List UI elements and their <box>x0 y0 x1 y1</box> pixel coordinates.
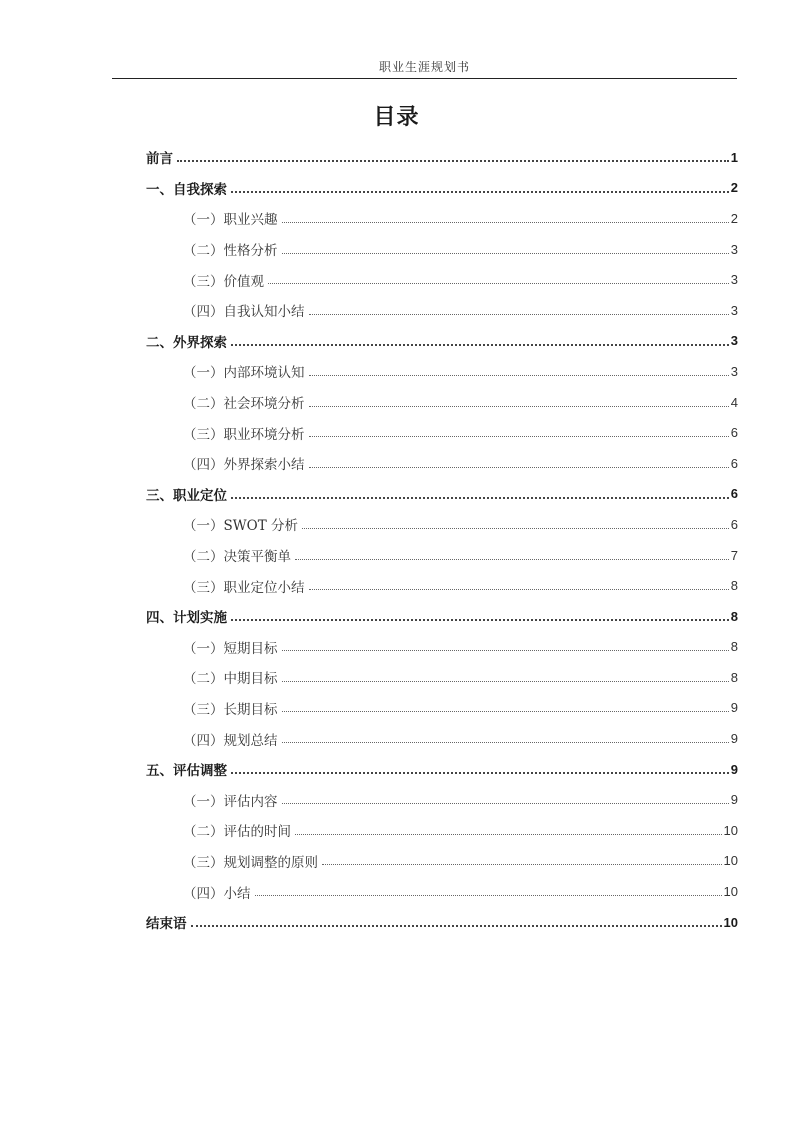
toc-section-entry[interactable] <box>146 723 738 754</box>
dot-leader <box>282 742 729 743</box>
toc-section-entry[interactable] <box>146 876 738 907</box>
toc-entry-label: （四）小结 <box>183 885 251 902</box>
toc-entry-page-number: 9 <box>730 731 738 747</box>
toc-section-entry[interactable] <box>146 540 738 571</box>
dot-leader <box>309 375 729 376</box>
toc-section-entry[interactable] <box>146 417 738 448</box>
toc-section-entry[interactable] <box>146 784 738 815</box>
page-header: 职业生涯规划书 <box>378 60 470 74</box>
toc-entry-page-number: 3 <box>730 333 738 349</box>
toc-entry-page-number: 2 <box>730 180 738 196</box>
toc-entry-page-number: 6 <box>730 425 738 441</box>
toc-section-entry[interactable] <box>146 570 738 601</box>
toc-entry-page-number: 3 <box>730 272 738 288</box>
dot-leader <box>295 834 722 835</box>
toc-section-entry[interactable] <box>146 509 738 540</box>
toc-entry-page-number: 9 <box>730 792 738 808</box>
toc-chapter-entry[interactable] <box>146 907 738 938</box>
toc-entry-page-number: 3 <box>730 241 738 257</box>
table-of-contents <box>146 142 738 937</box>
toc-entry-label: （四）规划总结 <box>183 732 278 749</box>
toc-entry-label: 二、外界探索 <box>146 334 227 351</box>
toc-entry-page-number: 2 <box>730 210 738 226</box>
dot-leader <box>295 559 729 560</box>
dot-leader <box>309 467 729 468</box>
toc-section-entry[interactable] <box>146 632 738 663</box>
dot-leader <box>309 314 729 315</box>
toc-entry-label: 三、职业定位 <box>146 487 227 504</box>
toc-entry-label: 四、计划实施 <box>146 610 227 627</box>
dot-leader <box>302 528 729 529</box>
toc-entry-page-number: 10 <box>723 822 738 838</box>
dot-leader <box>282 711 729 712</box>
toc-section-entry[interactable] <box>146 662 738 693</box>
dot-leader <box>191 925 722 927</box>
dot-leader <box>309 406 729 407</box>
toc-section-entry[interactable] <box>146 234 738 265</box>
toc-section-entry[interactable] <box>146 846 738 877</box>
toc-entry-label: （三）长期目标 <box>183 701 278 718</box>
dot-leader <box>282 253 729 254</box>
toc-entry-label: （一）短期目标 <box>183 640 278 657</box>
toc-entry-page-number: 10 <box>723 914 738 930</box>
toc-section-entry[interactable] <box>146 295 738 326</box>
toc-chapter-entry[interactable] <box>146 142 738 173</box>
toc-entry-label: （三）职业环境分析 <box>183 426 305 443</box>
toc-entry-label: （二）中期目标 <box>183 671 278 688</box>
dot-leader <box>231 344 729 346</box>
toc-entry-page-number: 8 <box>730 639 738 655</box>
dot-leader <box>309 589 729 590</box>
dot-leader <box>177 160 729 162</box>
dot-leader <box>322 864 722 865</box>
dot-leader <box>231 772 729 774</box>
toc-entry-page-number: 8 <box>730 608 738 624</box>
toc-entry-label: （二）评估的时间 <box>183 824 291 841</box>
toc-entry-label: （三）规划调整的原则 <box>183 854 318 871</box>
toc-section-entry[interactable] <box>146 203 738 234</box>
toc-chapter-entry[interactable] <box>146 173 738 204</box>
toc-entry-page-number: 8 <box>730 669 738 685</box>
toc-chapter-entry[interactable] <box>146 601 738 632</box>
toc-entry-label: 结束语 <box>146 916 187 933</box>
toc-entry-label: （二）性格分析 <box>183 243 278 260</box>
toc-entry-label: （三）职业定位小结 <box>183 579 305 596</box>
dot-leader <box>255 895 722 896</box>
toc-entry-page-number: 6 <box>730 486 738 502</box>
toc-entry-page-number: 9 <box>730 761 738 777</box>
toc-entry-label: 一、自我探索 <box>146 181 227 198</box>
toc-section-entry[interactable] <box>146 264 738 295</box>
dot-leader <box>282 803 729 804</box>
toc-entry-page-number: 1 <box>730 149 738 165</box>
toc-entry-page-number: 10 <box>723 853 738 869</box>
toc-chapter-entry[interactable] <box>146 326 738 357</box>
toc-entry-label: （四）外界探索小结 <box>183 457 305 474</box>
toc-chapter-entry[interactable] <box>146 479 738 510</box>
toc-entry-label: （一）评估内容 <box>183 793 278 810</box>
toc-entry-page-number: 10 <box>723 884 738 900</box>
toc-section-entry[interactable] <box>146 448 738 479</box>
dot-leader <box>268 283 729 284</box>
toc-entry-page-number: 9 <box>730 700 738 716</box>
toc-section-entry[interactable] <box>146 815 738 846</box>
toc-entry-label: （一）SWOT 分析 <box>183 518 298 535</box>
toc-section-entry[interactable] <box>146 693 738 724</box>
toc-entry-label: 前言 <box>146 151 173 168</box>
toc-entry-label: （二）社会环境分析 <box>183 396 305 413</box>
dot-leader <box>282 681 729 682</box>
dot-leader <box>231 191 729 193</box>
toc-section-entry[interactable] <box>146 387 738 418</box>
toc-entry-page-number: 7 <box>730 547 738 563</box>
toc-section-entry[interactable] <box>146 356 738 387</box>
dot-leader <box>231 619 729 621</box>
toc-chapter-entry[interactable] <box>146 754 738 785</box>
toc-entry-page-number: 3 <box>730 302 738 318</box>
toc-entry-label: （二）决策平衡单 <box>183 549 291 566</box>
toc-entry-label: 五、评估调整 <box>146 763 227 780</box>
dot-leader <box>231 497 729 499</box>
toc-entry-label: （三）价值观 <box>183 273 264 290</box>
page-title: 目录 <box>373 104 420 130</box>
dot-leader <box>309 436 729 437</box>
toc-entry-page-number: 8 <box>730 578 738 594</box>
toc-entry-page-number: 6 <box>730 516 738 532</box>
dot-leader <box>282 650 729 651</box>
toc-entry-page-number: 6 <box>730 455 738 471</box>
toc-entry-page-number: 4 <box>730 394 738 410</box>
toc-entry-label: （一）职业兴趣 <box>183 212 278 229</box>
toc-entry-label: （四）自我认知小结 <box>183 304 305 321</box>
dot-leader <box>282 222 729 223</box>
toc-entry-page-number: 3 <box>730 363 738 379</box>
header-divider <box>112 78 737 79</box>
toc-entry-label: （一）内部环境认知 <box>183 365 305 382</box>
